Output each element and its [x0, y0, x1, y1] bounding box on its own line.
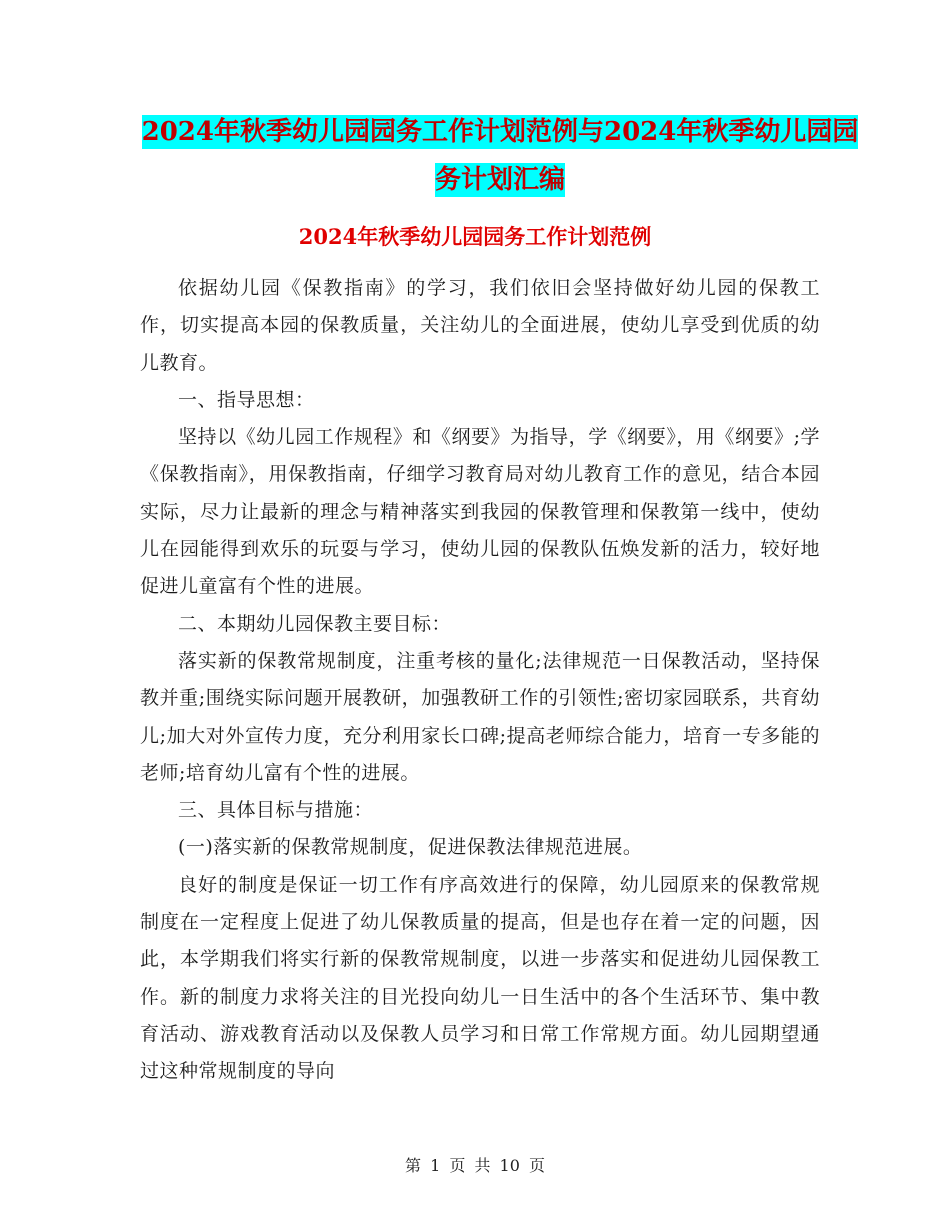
- document-body: [140, 270, 820, 1091]
- subheading-routine-system: (一)落实新的保教常规制度，促进保教法律规范进展。: [178, 836, 643, 859]
- page-number: 第 1 页 共 10 页: [405, 1156, 545, 1175]
- paragraph-main-goals: 落实新的保教常规制度，注重考核的量化;法律规范一日保教活动，坚持保教并重;围绕实际问题开展教研，加强教研工作的引领性;密切家园联系，共育幼儿;加大对外宣传力度，充分利用家长口碑;提高老师综合能力，培育一专多能的老师;培育幼儿富有个性的进展。: [140, 649, 820, 784]
- paragraph-intro: 依据幼儿园《保教指南》的学习，我们依旧会坚持做好幼儿园的保教工作，切实提高本园的保教质量，关注幼儿的全面进展，使幼儿享受到优质的幼儿教育。: [140, 277, 820, 374]
- heading-specific-goals: 三、具体目标与措施：: [178, 799, 374, 822]
- heading-main-goals: 二、本期幼儿园保教主要目标：: [178, 612, 452, 635]
- heading-guiding-ideology: 一、指导思想：: [178, 388, 315, 411]
- document-title-text: 2024年秋季幼儿园园务工作计划范例与2024年秋季幼儿园园务计划汇编: [141, 117, 859, 195]
- paragraph-guiding-ideology: 坚持以《幼儿园工作规程》和《纲要》为指导，学《纲要》，用《纲要》;学《保教指南》，用保教指南，仔细学习教育局对幼儿教育工作的意见，结合本园实际，尽力让最新的理念与精神落实到我园的保教管理和保教第一线中，使幼儿在园能得到欢乐的玩耍与学习，使幼儿园的保教队伍焕发新的活力，较好地促进儿童富有个性的进展。: [140, 426, 820, 598]
- paragraph-routine-system: 良好的制度是保证一切工作有序高效进行的保障，幼儿园原来的保教常规制度在一定程度上促进了幼儿保教质量的提高，但是也存在着一定的问题，因此，本学期我们将实行新的保教常规制度，以进一步落实和促进幼儿园保教工作。新的制度力求将关注的目光投向幼儿一日生活中的各个生活环节、集中教育活动、游戏教育活动以及保教人员学习和日常工作常规方面。幼儿园期望通过这种常规制度的导向: [140, 873, 820, 1083]
- section-title: 2024年秋季幼儿园园务工作计划范例: [298, 224, 652, 249]
- document-title: [140, 108, 860, 204]
